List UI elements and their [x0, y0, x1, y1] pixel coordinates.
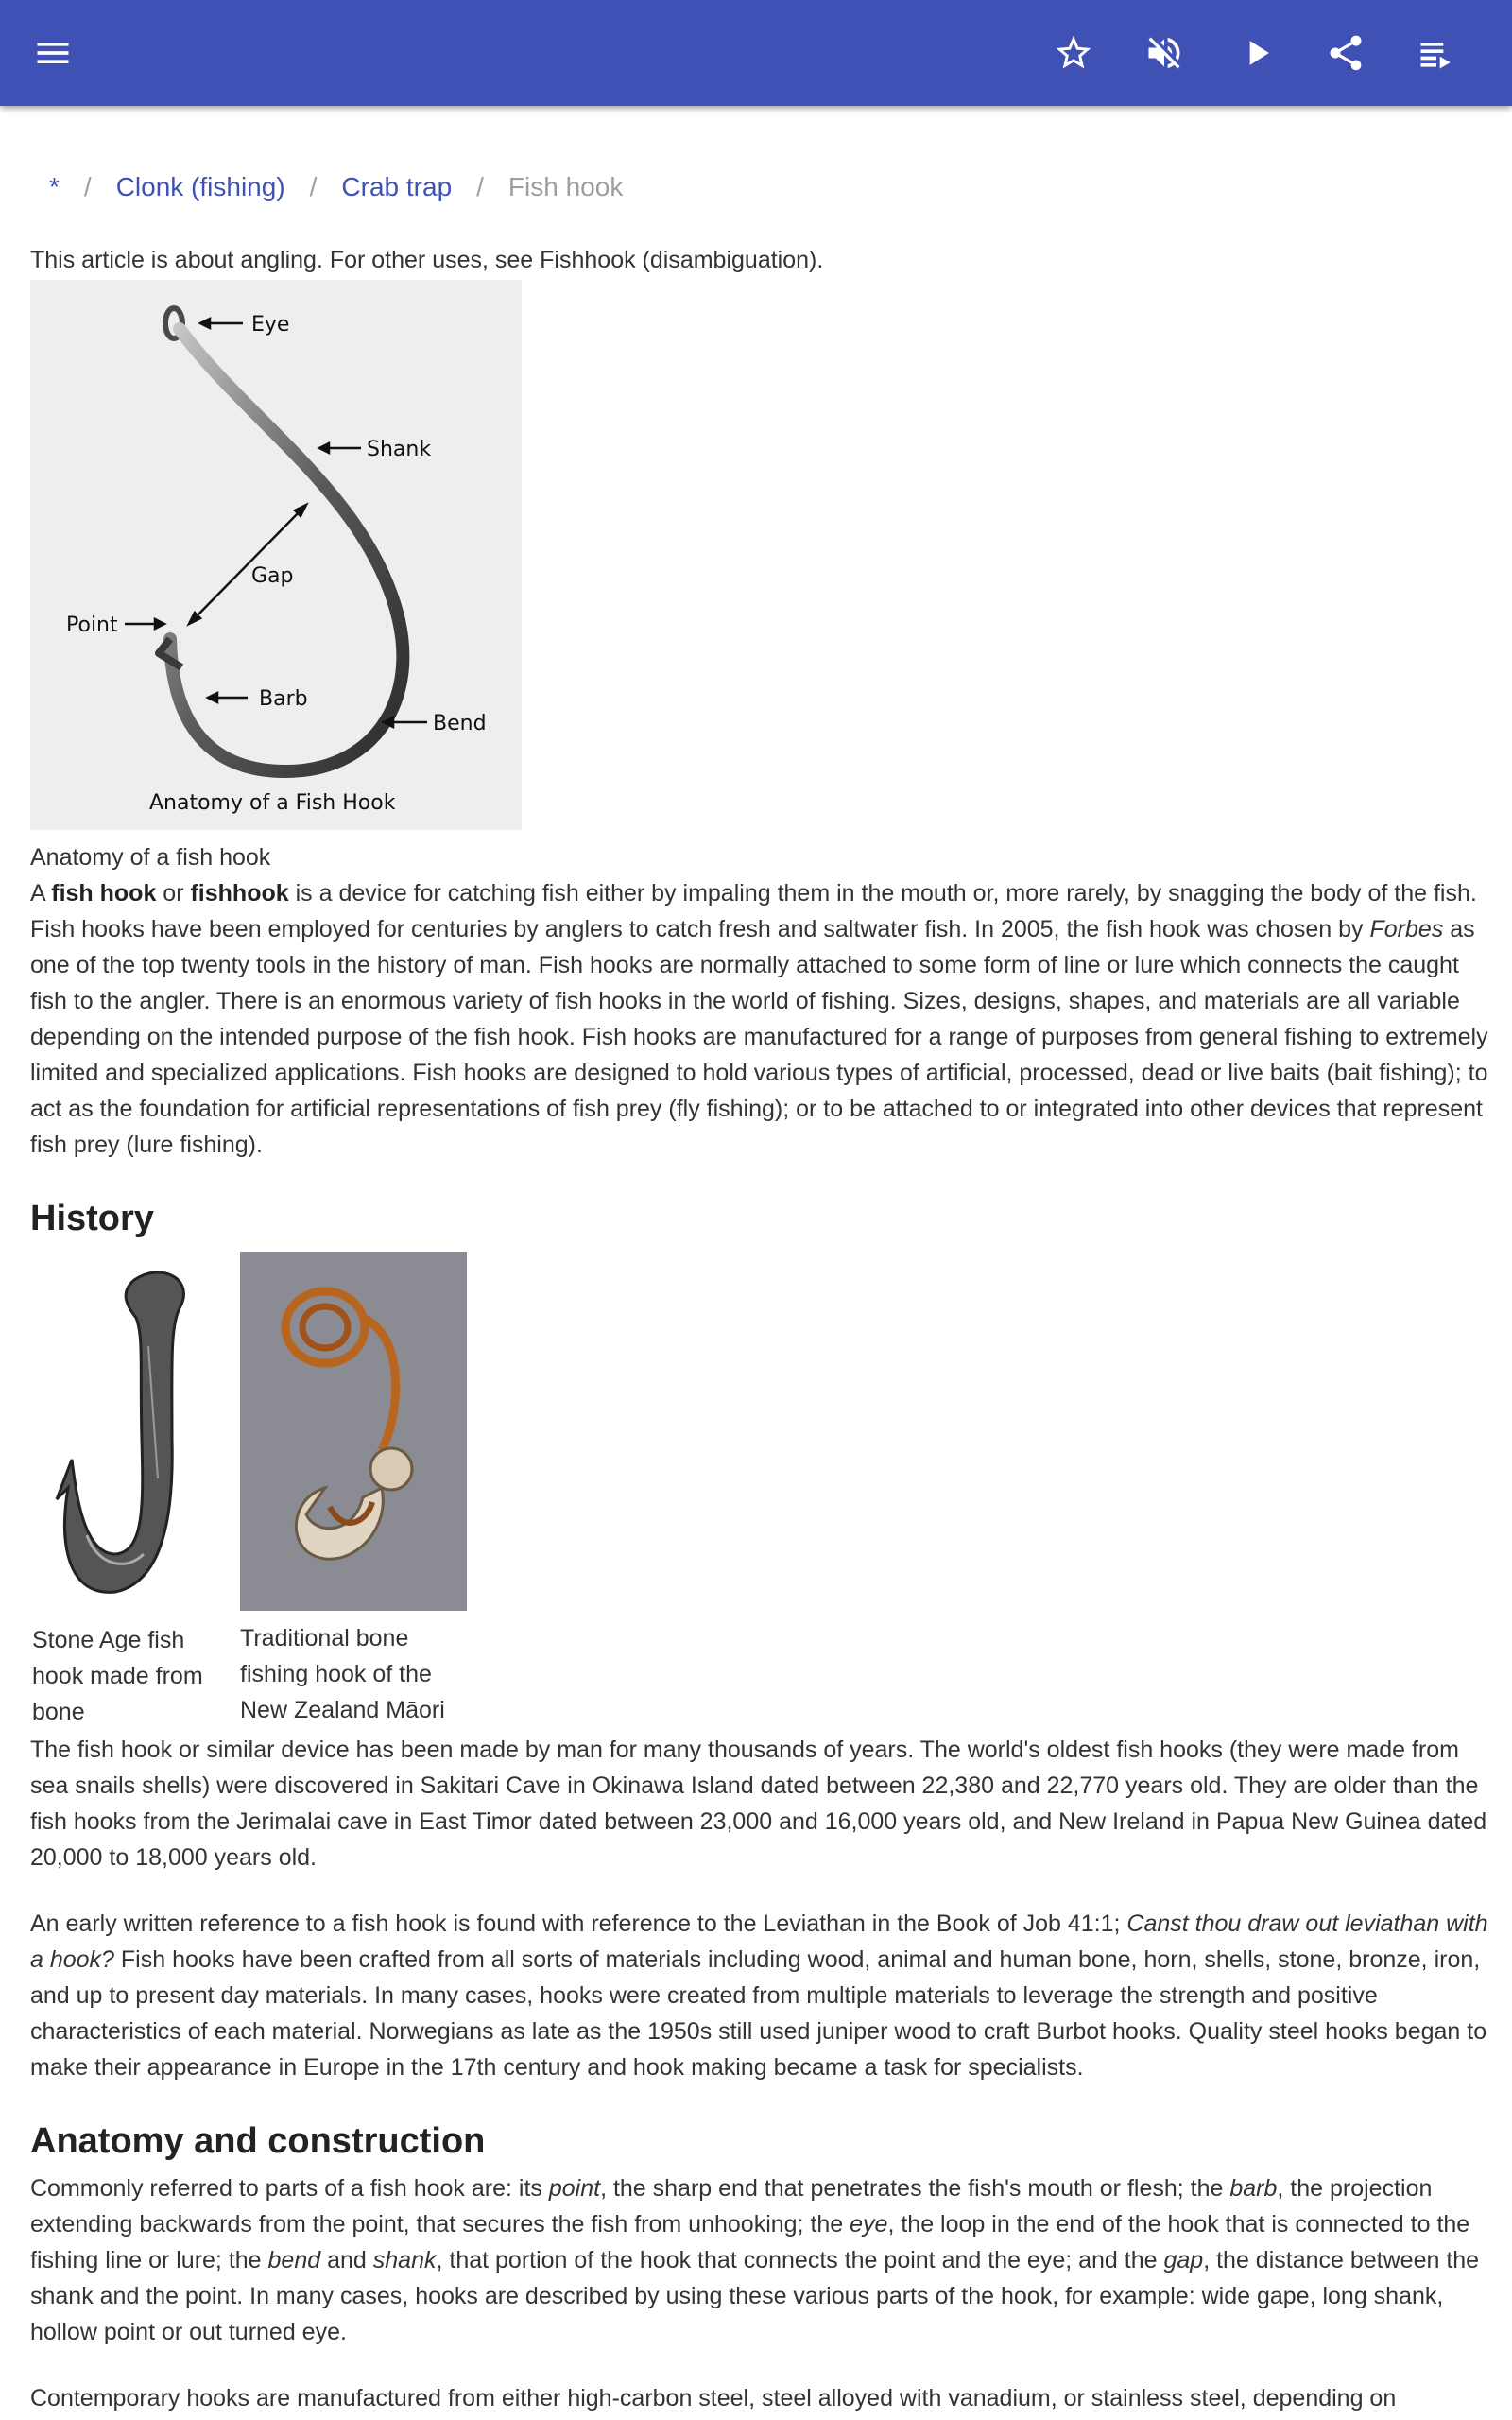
favorite-button[interactable]	[1045, 25, 1102, 81]
anatomy-paragraph-2: Contemporary hooks are manufactured from either high-carbon steel, steel alloyed with vanadium, or stainless steel, depending on	[30, 2385, 1397, 2411]
breadcrumb-separator: /	[309, 172, 318, 201]
menu-icon	[32, 32, 74, 74]
fish-hook-diagram	[30, 280, 522, 830]
label-bend: Bend	[433, 712, 487, 735]
hatnote[interactable]: This article is about angling. For other uses, see Fishhook (disambiguation).	[30, 247, 824, 273]
menu-button[interactable]	[25, 25, 81, 81]
diagram-title: Anatomy of a Fish Hook	[149, 791, 396, 815]
stone-age-hook-image[interactable]	[30, 1252, 219, 1611]
breadcrumb	[49, 166, 623, 208]
breadcrumb-item-root[interactable]: *	[49, 172, 60, 201]
share-icon	[1325, 32, 1366, 74]
stone-hook-drawing	[30, 1252, 219, 1611]
star-icon	[1053, 32, 1094, 74]
breadcrumb-item-clonk[interactable]: Clonk (fishing)	[115, 172, 285, 201]
label-eye: Eye	[251, 313, 290, 337]
maori-hook-caption: Traditional bone fishing hook of the New Zealand Māori	[240, 1625, 445, 1723]
figure-caption: Anatomy of a fish hook	[30, 844, 271, 871]
play-icon	[1236, 32, 1278, 74]
section-heading-anatomy: Anatomy and construction	[30, 2121, 486, 2161]
contents-button[interactable]	[1408, 25, 1465, 81]
breadcrumb-current: Fish hook	[507, 172, 624, 201]
label-barb: Barb	[259, 687, 308, 711]
breadcrumb-separator: /	[83, 172, 92, 201]
play-button[interactable]	[1228, 25, 1285, 81]
breadcrumb-separator: /	[476, 172, 484, 201]
section-heading-history: History	[30, 1199, 154, 1238]
volume-off-icon	[1143, 32, 1185, 74]
playlist-icon	[1416, 32, 1457, 74]
history-paragraph-1: The fish hook or similar device has been made by man for many thousands of years. The world's oldest fish hooks (they were made from sea snails shells) were discovered in Sakitari Cave in Okinawa Island dated between 22,380 and 22,770 years old. They are older than the fish hooks from the Jerimalai cave in East Timor dated between 23,000 and 16,000 years old, and New Ireland in Papua New Guinea dated 20,000 to 18,000 years old.	[30, 1737, 1487, 1871]
label-point: Point	[66, 614, 118, 637]
breadcrumb-item-crab-trap[interactable]: Crab trap	[341, 172, 453, 201]
stone-hook-caption: Stone Age fish hook made from bone	[32, 1627, 203, 1725]
share-button[interactable]	[1317, 25, 1374, 81]
anatomy-paragraph-1: Commonly referred to parts of a fish hook are: its point, the sharp end that penetrates the fish's mouth or flesh; the barb, the projection extending backwards from the point, that secures the fish from unhooking; the eye, the loop in the end of the hook that is connected to the fishing line or lure; the bend and shank, that portion of the hook that connects the point and the eye; and the gap, the distance between the shank and the point. In many cases, hooks are described by using these various parts of the hook, for example: wide gape, long shank, hollow point or out turned eye.	[30, 2175, 1480, 2345]
label-shank: Shank	[367, 438, 432, 461]
maori-hook-image[interactable]	[240, 1252, 467, 1611]
intro-paragraph: A fish hook or fishhook is a device for catching fish either by impaling them in the mouth or, more rarely, by snagging the body of the fish. Fish hooks have been employed for centuries by anglers to catch fresh and saltwater fish. In 2005, the fish hook was chosen by Forbes as one of the top twenty tools in the history of man. Fish hooks are normally attached to some form of line or lure which connects the caught fish to the angler. There is an enormous variety of fish hooks in the world of fishing. Sizes, designs, shapes, and materials are all variable depending on the intended purpose of the fish hook. Fish hooks are manufactured for a range of purposes from general fishing to extremely limited and specialized applications. Fish hooks are designed to hold various types of artificial, processed, dead or live baits (bait fishing); to act as the foundation for artificial representations of fish prey (fly fishing); or to be attached to or integrated into other devices that represent fish prey (lure fishing).	[30, 880, 1488, 1158]
fish-hook-anatomy-image[interactable]	[30, 280, 522, 830]
app-bar	[0, 0, 1512, 106]
maori-hook-drawing	[240, 1252, 467, 1611]
history-paragraph-2: An early written reference to a fish hook is found with reference to the Leviathan in the Book of Job 41:1; Canst thou draw out leviathan with a hook? Fish hooks have been crafted from all sorts of materials including wood, animal and human bone, horn, shells, stone, bronze, iron, and up to present day materials. In many cases, hooks were created from multiple materials to leverage the strength and positive characteristics of each material. Norwegians as late as the 1950s still used juniper wood to craft Burbot hooks. Quality steel hooks began to make their appearance in Europe in the 17th century and hook making became a task for specialists.	[30, 1910, 1488, 2081]
mute-button[interactable]	[1136, 25, 1193, 81]
label-gap: Gap	[251, 564, 294, 588]
